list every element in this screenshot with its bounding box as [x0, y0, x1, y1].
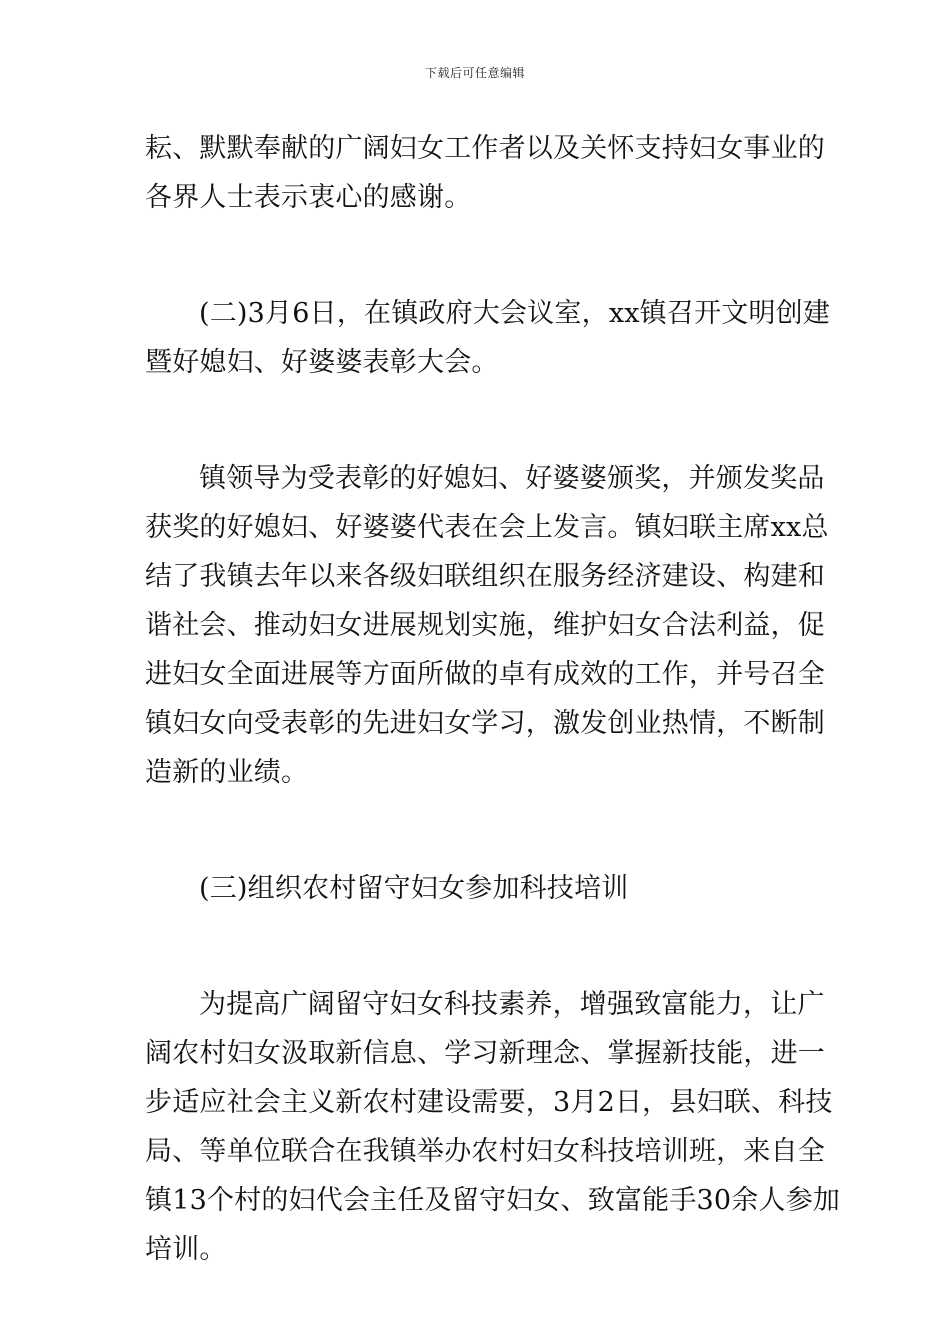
paragraph-3	[145, 454, 829, 797]
section-heading-text: (三)组织农村留守妇女参加科技培训	[199, 873, 629, 904]
paragraph-line: 局、等单位联合在我镇举办农村妇女科技培训班，来自全	[145, 1136, 825, 1167]
paragraph-5	[145, 980, 841, 1274]
paragraph-line: 镇13个村的妇代会主任及留守妇女、致富能手30余人参加	[145, 1185, 841, 1216]
paragraph-2	[145, 289, 831, 387]
paragraph-line: 镇妇女向受表彰的先进妇女学习，激发创业热情，不断制	[145, 708, 825, 739]
paragraph-line: 为提高广阔留守妇女科技素养，增强致富能力，让广	[199, 989, 825, 1020]
paragraph-line: 耘、默默奉献的广阔妇女工作者以及关怀支持妇女事业的	[145, 133, 825, 164]
paragraph-1	[145, 124, 825, 222]
paragraph-line: 结了我镇去年以来各级妇联组织在服务经济建设、构建和	[145, 561, 825, 592]
paragraph-line: 阔农村妇女汲取新信息、学习新理念、掌握新技能，进一	[145, 1038, 825, 1069]
document-body	[145, 124, 841, 1274]
paragraph-line: 培训。	[145, 1234, 227, 1265]
paragraph-line: 造新的业绩。	[145, 757, 309, 788]
page-header-note: 下载后可任意编辑	[424, 66, 525, 80]
paragraph-line: 各界人士表示衷心的感谢。	[145, 182, 472, 213]
paragraph-line: 进妇女全面进展等方面所做的卓有成效的工作，并号召全	[145, 659, 825, 690]
paragraph-line: 获奖的好媳妇、好婆婆代表在会上发言。镇妇联主席xx总	[145, 512, 829, 543]
paragraph-line: (二)3月6日，在镇政府大会议室，xx镇召开文明创建	[199, 298, 831, 329]
paragraph-line: 步适应社会主义新农村建设需要，3月2日，县妇联、科技	[145, 1087, 833, 1118]
paragraph-line: 谐社会、推动妇女进展规划实施，维护妇女合法利益，促	[145, 610, 825, 641]
paragraph-line: 暨好媳妇、好婆婆表彰大会。	[145, 347, 499, 378]
paragraph-line: 镇领导为受表彰的好媳妇、好婆婆颁奖，并颁发奖品	[199, 463, 825, 494]
section-heading-3	[145, 864, 813, 913]
